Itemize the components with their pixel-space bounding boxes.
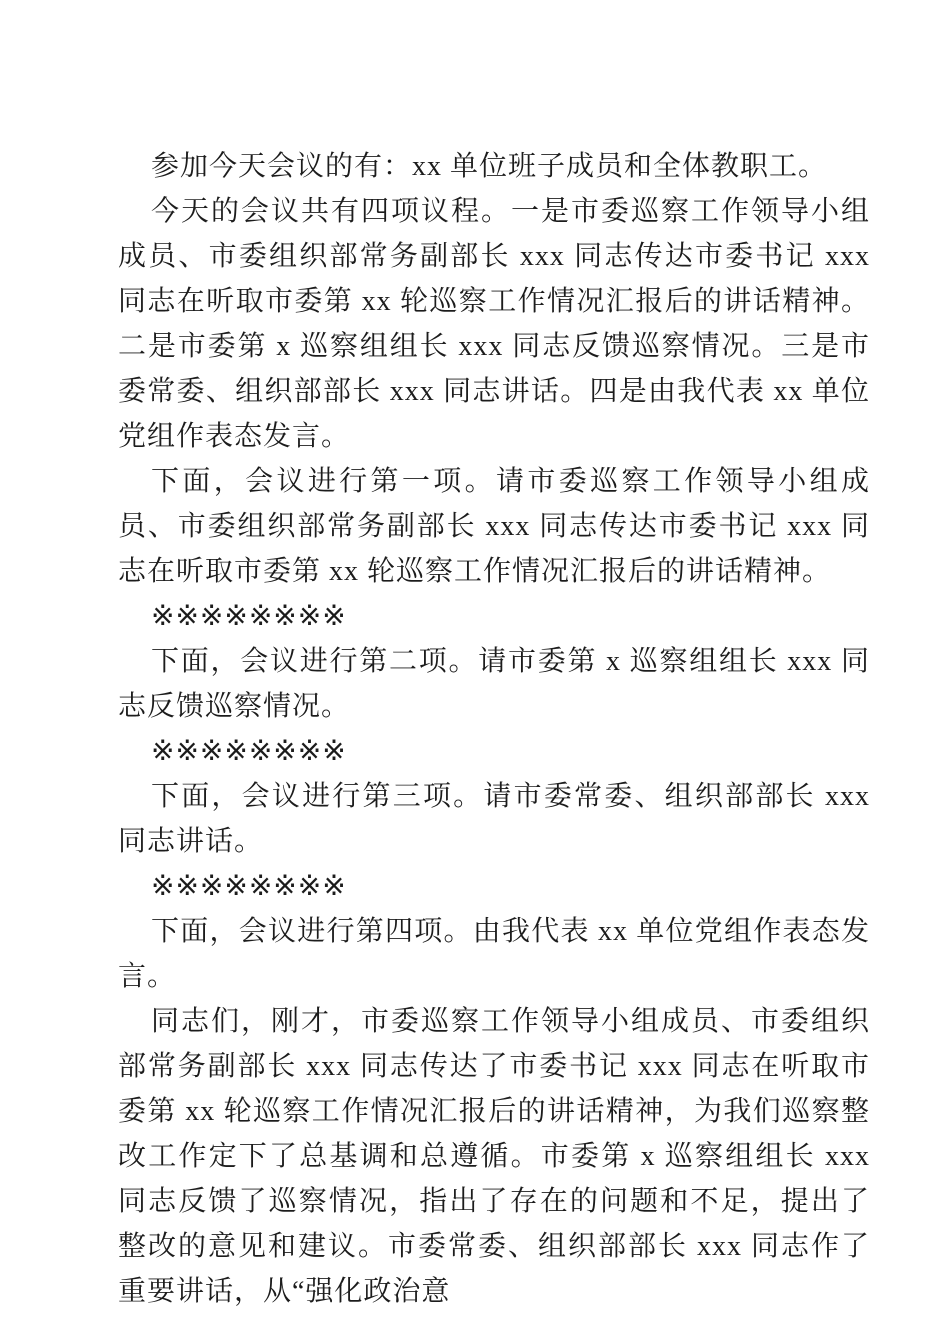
para-attendees: 参加今天会议的有：xx 单位班子成员和全体教职工。 [151, 151, 828, 182]
divider-reference-marks-2: ※※※※※※※※ [151, 736, 347, 767]
para-agenda-item-1: 下面，会议进行第一项。请市委巡察工作领导小组成员、市委组织部常务副部长 xxx 同志传达市委书记 xxx 同志在听取市委第 xx 轮巡察工作情况汇报后的讲话精神。 [118, 466, 870, 587]
para-agenda-overview: 今天的会议共有四项议程。一是市委巡察工作领导小组成员、市委组织部常务副部长 xxx 同志传达市委书记 xxx 同志在听取市委第 xx 轮巡察工作情况汇报后的讲话精神。二是市委第 x 巡察组组长 xxx 同志反馈巡察情况。三是市委常委、组织部部长 xxx 同志讲话。四是由我代表 xx 单位党组作表态发言。 [118, 196, 870, 452]
para-closing-remarks: 同志们，刚才，市委巡察工作领导小组成员、市委组织部常务副部长 xxx 同志传达了市委书记 xxx 同志在听取市委第 xx 轮巡察工作情况汇报后的讲话精神，为我们巡察整改工作定下了总基调和总遵循。市委第 x 巡察组组长 xxx 同志反馈了巡察情况，指出了存在的问题和不足，提出了整改的意见和建议。市委常委、组织部部长 xxx 同志作了重要讲话，从“强化政治意 [118, 1006, 870, 1307]
para-agenda-item-3: 下面，会议进行第三项。请市委常委、组织部部长 xxx 同志讲话。 [118, 781, 870, 857]
divider-reference-marks-3: ※※※※※※※※ [151, 871, 347, 902]
para-agenda-item-4: 下面，会议进行第四项。由我代表 xx 单位党组作表态发言。 [118, 916, 870, 992]
document-content [118, 144, 870, 1314]
para-agenda-item-2: 下面，会议进行第二项。请市委第 x 巡察组组长 xxx 同志反馈巡察情况。 [118, 646, 870, 722]
divider-reference-marks-1: ※※※※※※※※ [151, 601, 347, 632]
